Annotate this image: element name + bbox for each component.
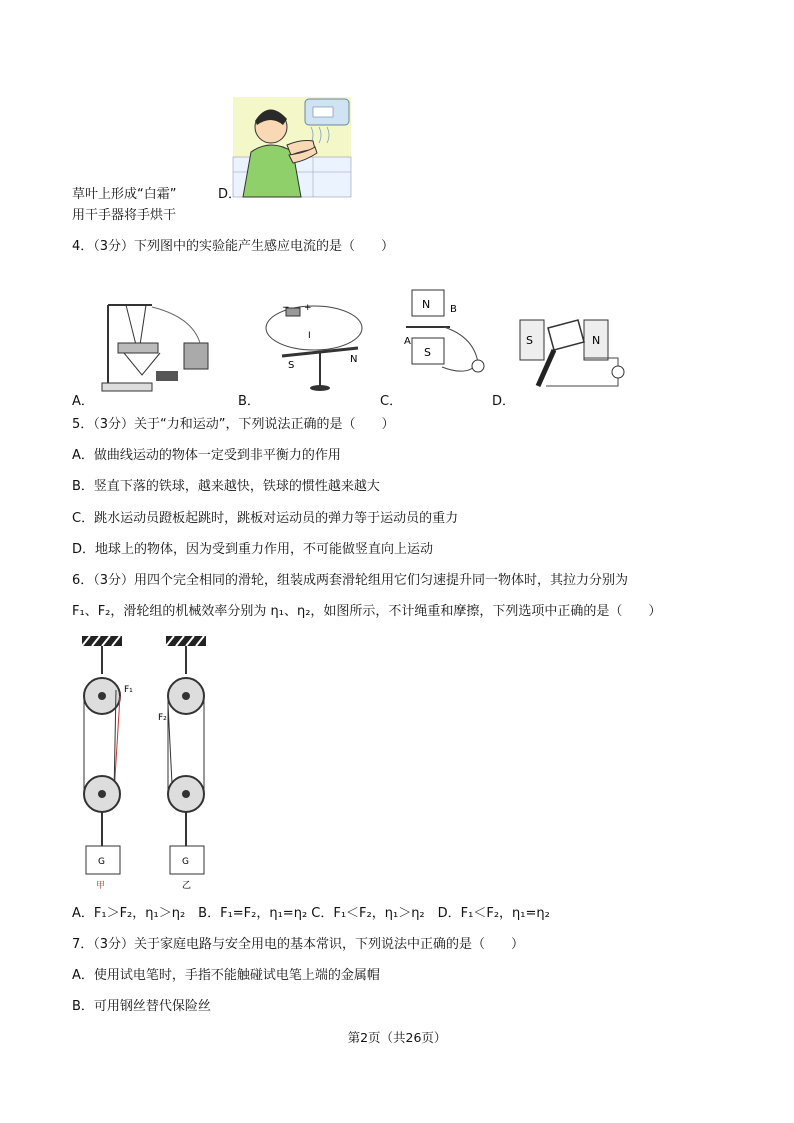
q5-option-c[interactable]: C．跳水运动员蹬板起跳时，跳板对运动员的弹力等于运动员的重力 — [72, 511, 459, 526]
q5-option-d[interactable]: D．地球上的物体，因为受到重力作用，不可能做竖直向上运动 — [72, 542, 434, 557]
pulley-figure-jia — [74, 634, 134, 890]
label-d-n: N — [592, 334, 601, 347]
q3-option-d-label: D． — [218, 187, 242, 202]
q6-stem-line1: 6．（3分）用四个完全相同的滑轮，组装成两套滑轮组用它们匀速提升同一物体时，其拉力分别为 — [72, 573, 629, 588]
q7-option-b[interactable]: B．可用钢丝替代保险丝 — [72, 999, 211, 1014]
q4-figure-d — [518, 298, 630, 394]
label-d-s: S — [526, 334, 533, 347]
q5-option-b[interactable]: B．竖直下落的铁球，越来越快，铁球的惯性越来越大 — [72, 479, 380, 494]
q4-option-c[interactable]: C． — [380, 394, 403, 409]
label-b-n: N — [350, 354, 358, 365]
label-b-s: S — [288, 360, 295, 371]
q7-option-a[interactable]: A．使用试电笔时，手指不能触碰试电笔上端的金属帽 — [72, 968, 380, 983]
hand-dryer-illustration — [233, 97, 351, 197]
q7-stem: 7．（3分）关于家庭电路与安全用电的基本常识，下列说法中正确的是（ ） — [72, 937, 525, 952]
q4-option-d[interactable]: D． — [492, 394, 516, 409]
q3-option-d-caption: 用干手器将手烘干 — [72, 208, 177, 223]
q4-figure-c — [404, 272, 494, 387]
force-label-f2: F₂ — [158, 713, 167, 723]
weight-label-jia: G — [98, 857, 105, 867]
pulley-figure-yi — [158, 634, 218, 890]
q4-figure-a — [96, 295, 226, 395]
weight-label-yi: G — [182, 857, 189, 867]
q4-option-a[interactable]: A． — [72, 394, 94, 409]
q6-answer-options[interactable]: A．F₁＞F₂，η₁＞η₂ B．F₁=F₂，η₁=η₂ C．F₁＜F₂，η₁＞η₂ D．F₁＜F₂，η₁=η₂ — [72, 906, 550, 921]
tag-yi: 乙 — [182, 881, 192, 891]
page-footer: 第2页（共26页） — [347, 1030, 447, 1045]
tag-jia: 甲 — [96, 881, 106, 891]
label-b-minus: − — [282, 303, 290, 313]
force-label-f1: F₁ — [124, 685, 133, 695]
q5-stem: 5．（3分）关于“力和运动”，下列说法正确的是（ ） — [72, 417, 395, 432]
label-c-b: B — [450, 304, 457, 315]
q6-stem-line2: F₁、F₂，滑轮组的机械效率分别为 η₁、η₂，如图所示，不计绳重和摩擦，下列选项中正确的是（ ） — [72, 604, 662, 619]
label-c-s: S — [424, 346, 431, 359]
q5-option-a[interactable]: A．做曲线运动的物体一定受到非平衡力的作用 — [72, 448, 341, 463]
label-c-n: N — [422, 298, 431, 311]
label-b-plus: + — [304, 303, 312, 313]
q4-stem: 4．（3分）下列图中的实验能产生感应电流的是（ ） — [72, 239, 395, 254]
label-c-a: A — [404, 336, 411, 347]
q4-figure-b — [262, 298, 372, 398]
q3-option-c-tail: 草叶上形成“白霜” — [72, 187, 177, 202]
q4-option-b[interactable]: B． — [238, 394, 260, 409]
label-b-i: I — [308, 331, 311, 341]
